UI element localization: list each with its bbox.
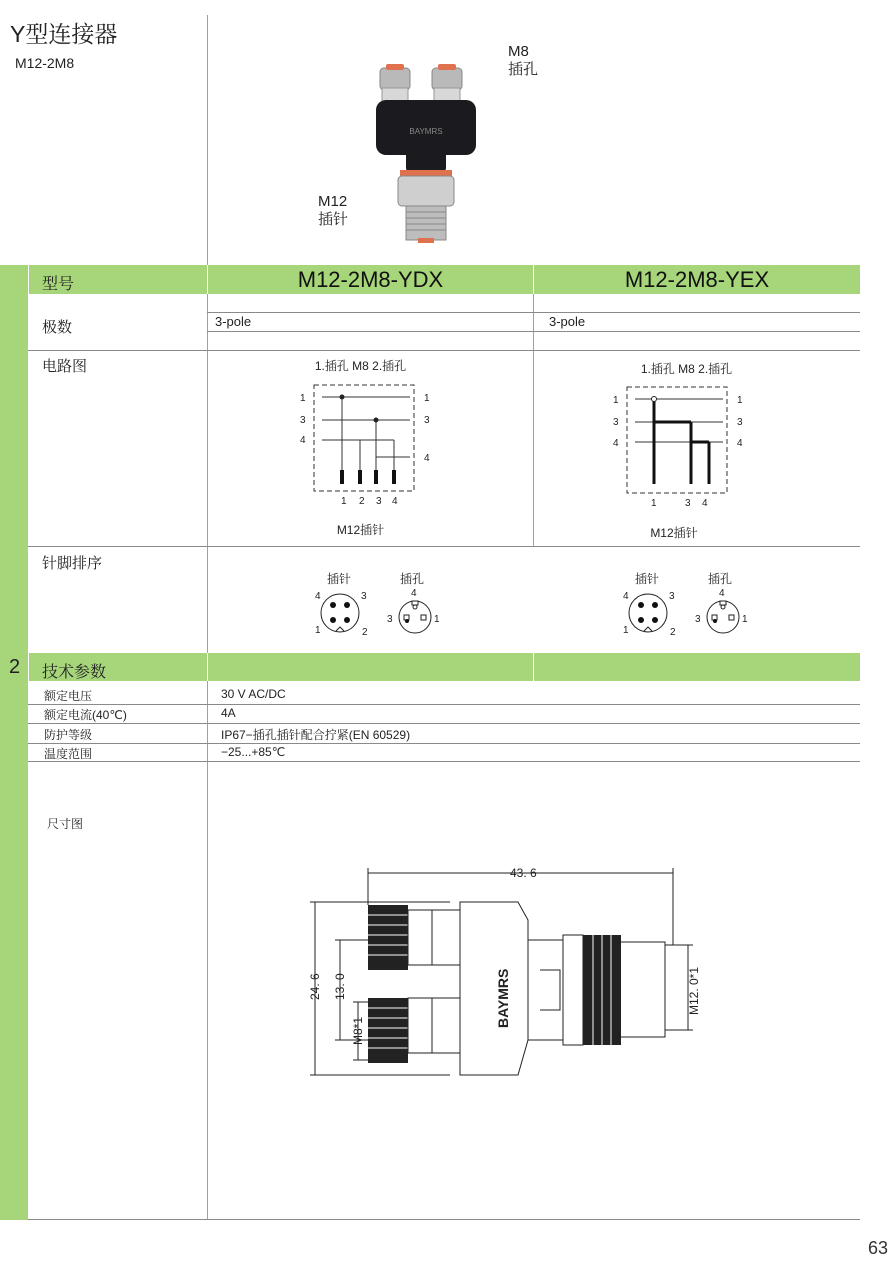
svg-text:1: 1: [315, 625, 321, 636]
param-value: 30 V AC/DC: [221, 687, 286, 701]
svg-text:2: 2: [362, 627, 368, 638]
circuit-diagram-yex: [605, 384, 755, 514]
svg-text:1: 1: [737, 395, 743, 406]
model-ydx: M12-2M8-YDX: [297, 267, 444, 292]
poles-ydx: 3-pole: [215, 314, 252, 329]
page-number: 63: [867, 1238, 888, 1258]
dim-m12: M12. 0*1: [687, 966, 701, 1015]
svg-text:3: 3: [376, 496, 382, 507]
svg-text:4: 4: [623, 591, 629, 602]
pin-label-ydx: 插针: [327, 572, 352, 586]
svg-text:4: 4: [411, 588, 417, 599]
svg-text:4: 4: [702, 498, 708, 509]
svg-text:4: 4: [300, 435, 306, 446]
section2-title: 技术参数: [42, 664, 107, 681]
pin-label-yex: 插针: [635, 572, 660, 586]
photo-brand: BAYMRS: [409, 127, 443, 136]
section2-bar: [0, 653, 860, 681]
circuit-top-ydx: 1.插孔 M8 2.插孔: [314, 359, 407, 373]
svg-text:4: 4: [613, 438, 619, 449]
svg-text:2: 2: [359, 496, 365, 507]
product-photo: [370, 60, 490, 245]
dim-length: 43. 6: [510, 866, 537, 880]
socket-label-ydx: 插孔: [400, 572, 425, 586]
svg-text:2: 2: [670, 627, 676, 638]
svg-text:3: 3: [361, 591, 367, 602]
svg-text:4: 4: [392, 496, 398, 507]
svg-text:3: 3: [695, 614, 701, 625]
param-name: 额定电流(40℃): [44, 708, 127, 722]
svg-text:1: 1: [300, 393, 306, 404]
svg-text:3: 3: [669, 591, 675, 602]
page-subtitle: M12-2M8: [15, 55, 75, 71]
svg-text:1: 1: [434, 614, 440, 625]
dim-m8: M8*1: [351, 1016, 365, 1045]
svg-text:3: 3: [387, 614, 393, 625]
param-name: 额定电压: [44, 689, 93, 703]
svg-text:1: 1: [613, 395, 619, 406]
svg-text:1: 1: [742, 614, 748, 625]
param-value: −25...+85℃: [221, 745, 286, 759]
svg-text:1: 1: [623, 625, 629, 636]
section1-title: 型号: [42, 276, 75, 293]
dim-height: 24. 6: [308, 973, 322, 1000]
svg-text:3: 3: [613, 417, 619, 428]
param-value: IP67−插孔插针配合拧紧(EN 60529): [221, 728, 411, 742]
column-divider: [207, 15, 208, 1220]
svg-text:3: 3: [300, 415, 306, 426]
poles-label: 极数: [42, 319, 73, 336]
param-value: 4A: [221, 706, 236, 720]
circuit-diagram-ydx: [292, 382, 432, 507]
circuit-bottom-ydx: M12插针: [336, 523, 385, 537]
model-yex: M12-2M8-YEX: [624, 267, 770, 292]
svg-text:4: 4: [424, 453, 430, 464]
side-strip: [0, 265, 28, 1220]
dim-inner: 13. 0: [333, 973, 347, 1000]
photo-label-m12: M12 插针: [318, 193, 349, 228]
circuit-top-yex: 1.插孔 M8 2.插孔: [640, 362, 733, 376]
svg-text:1: 1: [651, 498, 657, 509]
param-name: 温度范围: [44, 747, 93, 761]
photo-label-m8: M8 插孔: [508, 43, 539, 78]
circuit-label: 电路图: [42, 358, 88, 375]
page-title: Y型连接器: [10, 21, 118, 47]
socket-label-yex: 插孔: [708, 572, 733, 586]
section2-number: 2: [9, 656, 21, 678]
dimension-drawing: [300, 860, 710, 1085]
drawing-brand: BAYMRS: [495, 968, 511, 1028]
svg-text:3: 3: [685, 498, 691, 509]
param-name: 防护等级: [44, 728, 93, 742]
svg-text:3: 3: [737, 417, 743, 428]
pinout-diagram-ydx: [312, 585, 442, 640]
svg-text:3: 3: [424, 415, 430, 426]
svg-text:1: 1: [341, 496, 347, 507]
pinout-diagram-yex: [620, 585, 750, 640]
poles-yex: 3-pole: [549, 314, 586, 329]
svg-text:4: 4: [737, 438, 743, 449]
svg-text:1: 1: [424, 393, 430, 404]
pinout-label: 针脚排序: [42, 555, 103, 572]
circuit-bottom-yex: M12插针: [650, 526, 698, 540]
svg-text:4: 4: [719, 588, 725, 599]
svg-text:4: 4: [315, 591, 321, 602]
dimension-label: 尺寸图: [47, 817, 84, 831]
